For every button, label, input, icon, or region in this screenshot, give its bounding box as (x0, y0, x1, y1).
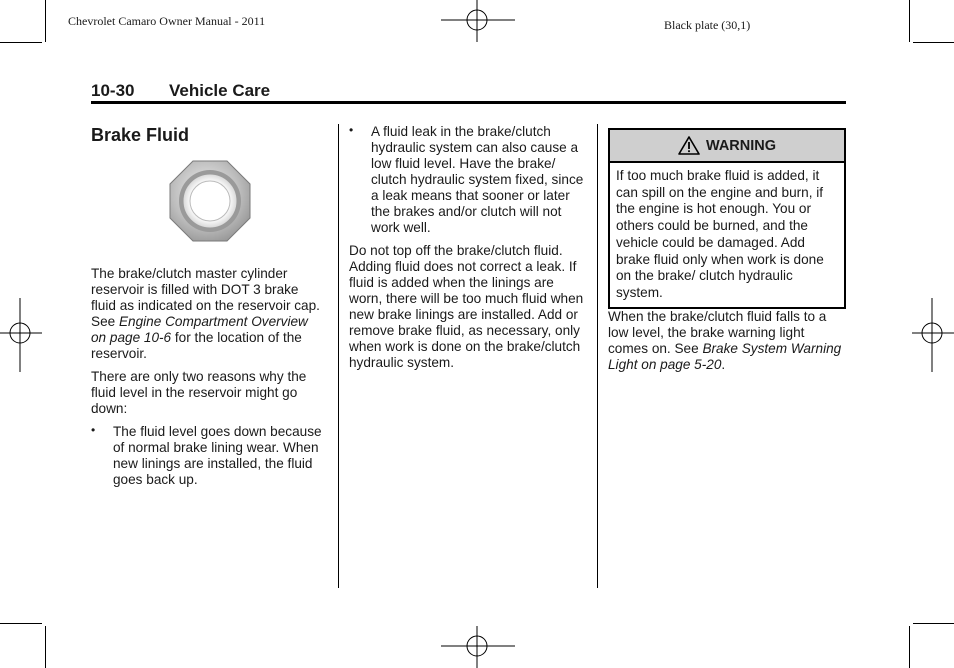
crop-mark-br-h (913, 623, 954, 624)
crop-mark-tl-v (45, 0, 46, 42)
list-item (349, 124, 589, 236)
section-title: Vehicle Care (169, 81, 271, 100)
page-title: Brake Fluid (91, 125, 190, 145)
warning-triangle-icon (678, 136, 700, 155)
column-2 (349, 124, 589, 378)
list-item-text: A fluid leak in the brake/clutch hydraulic system can also cause a low fluid level. Have the brake/ clutch hydraulic system fixed, since a leak means that sooner or later the brakes and/or clutch will not work well. (371, 124, 584, 235)
plate-label: Black plate (30,1) (664, 18, 751, 32)
bullet-marker: • (91, 423, 96, 437)
paragraph-reasons: There are only two reasons why the fluid level in the reservoir might go down: (91, 369, 307, 416)
crop-mark-tr-v (909, 0, 910, 42)
section-heading (91, 81, 270, 101)
column-divider (597, 124, 598, 588)
crop-mark-bl-v (45, 626, 46, 668)
column-1 (91, 124, 326, 495)
section-rule (91, 101, 846, 104)
page-number: 10-30 (91, 81, 135, 100)
crop-mark-tl-h (0, 42, 42, 43)
list-item (91, 424, 326, 488)
paragraph-warning-light: When the brake/clutch fluid falls to a low level, the brake warning light comes on. See Brake System Warning Light on page 5-20. (608, 308, 842, 372)
warning-text: If too much brake fluid is added, it can spill on the engine and burn, if the engine is hot enough. You or others could be burned, and the vehicle could be damaged. Add brake fluid only when work is done on the brake/ clutch hydraulic system. (616, 168, 824, 300)
crop-mark-bl-h (0, 623, 42, 624)
warning-header (610, 130, 844, 163)
warning-box (608, 128, 846, 309)
manual-title: Chevrolet Camaro Owner Manual - 2011 (68, 14, 266, 28)
brake-fluid-cap-icon (169, 160, 251, 242)
column-3 (608, 128, 846, 380)
bullet-marker: • (349, 123, 354, 137)
paragraph-top-off: Do not top off the brake/clutch fluid. Adding fluid does not correct a leak. If fluid is added when the linings are worn, there will be too much fluid when new brake linings are installed. Add or remove brake fluid, as necessary, only when work is done on the brake/clutch hydraulic system. (349, 243, 584, 370)
registration-mark-left (0, 298, 44, 372)
cross-reference: Brake System Warning Light on page 5-20 (608, 340, 842, 372)
list-item-text: The fluid level goes down because of normal brake lining wear. When new linings are installed, the fluid goes back up. (113, 424, 322, 487)
crop-mark-tr-h (913, 42, 954, 43)
paragraph-reservoir: The brake/clutch master cylinder reservoir is filled with DOT 3 brake fluid as indicated on the reservoir cap. See Engine Compartment Overview on page 10-6 for the location of the reservoir. (91, 266, 320, 361)
registration-mark-right (910, 298, 954, 372)
crop-mark-br-v (909, 626, 910, 668)
cross-reference: Engine Compartment Overview on page 10-6 (91, 314, 308, 345)
column-divider (338, 124, 339, 588)
registration-mark-bottom (441, 626, 515, 668)
warning-label: WARNING (705, 137, 777, 154)
registration-mark-top (441, 0, 515, 44)
